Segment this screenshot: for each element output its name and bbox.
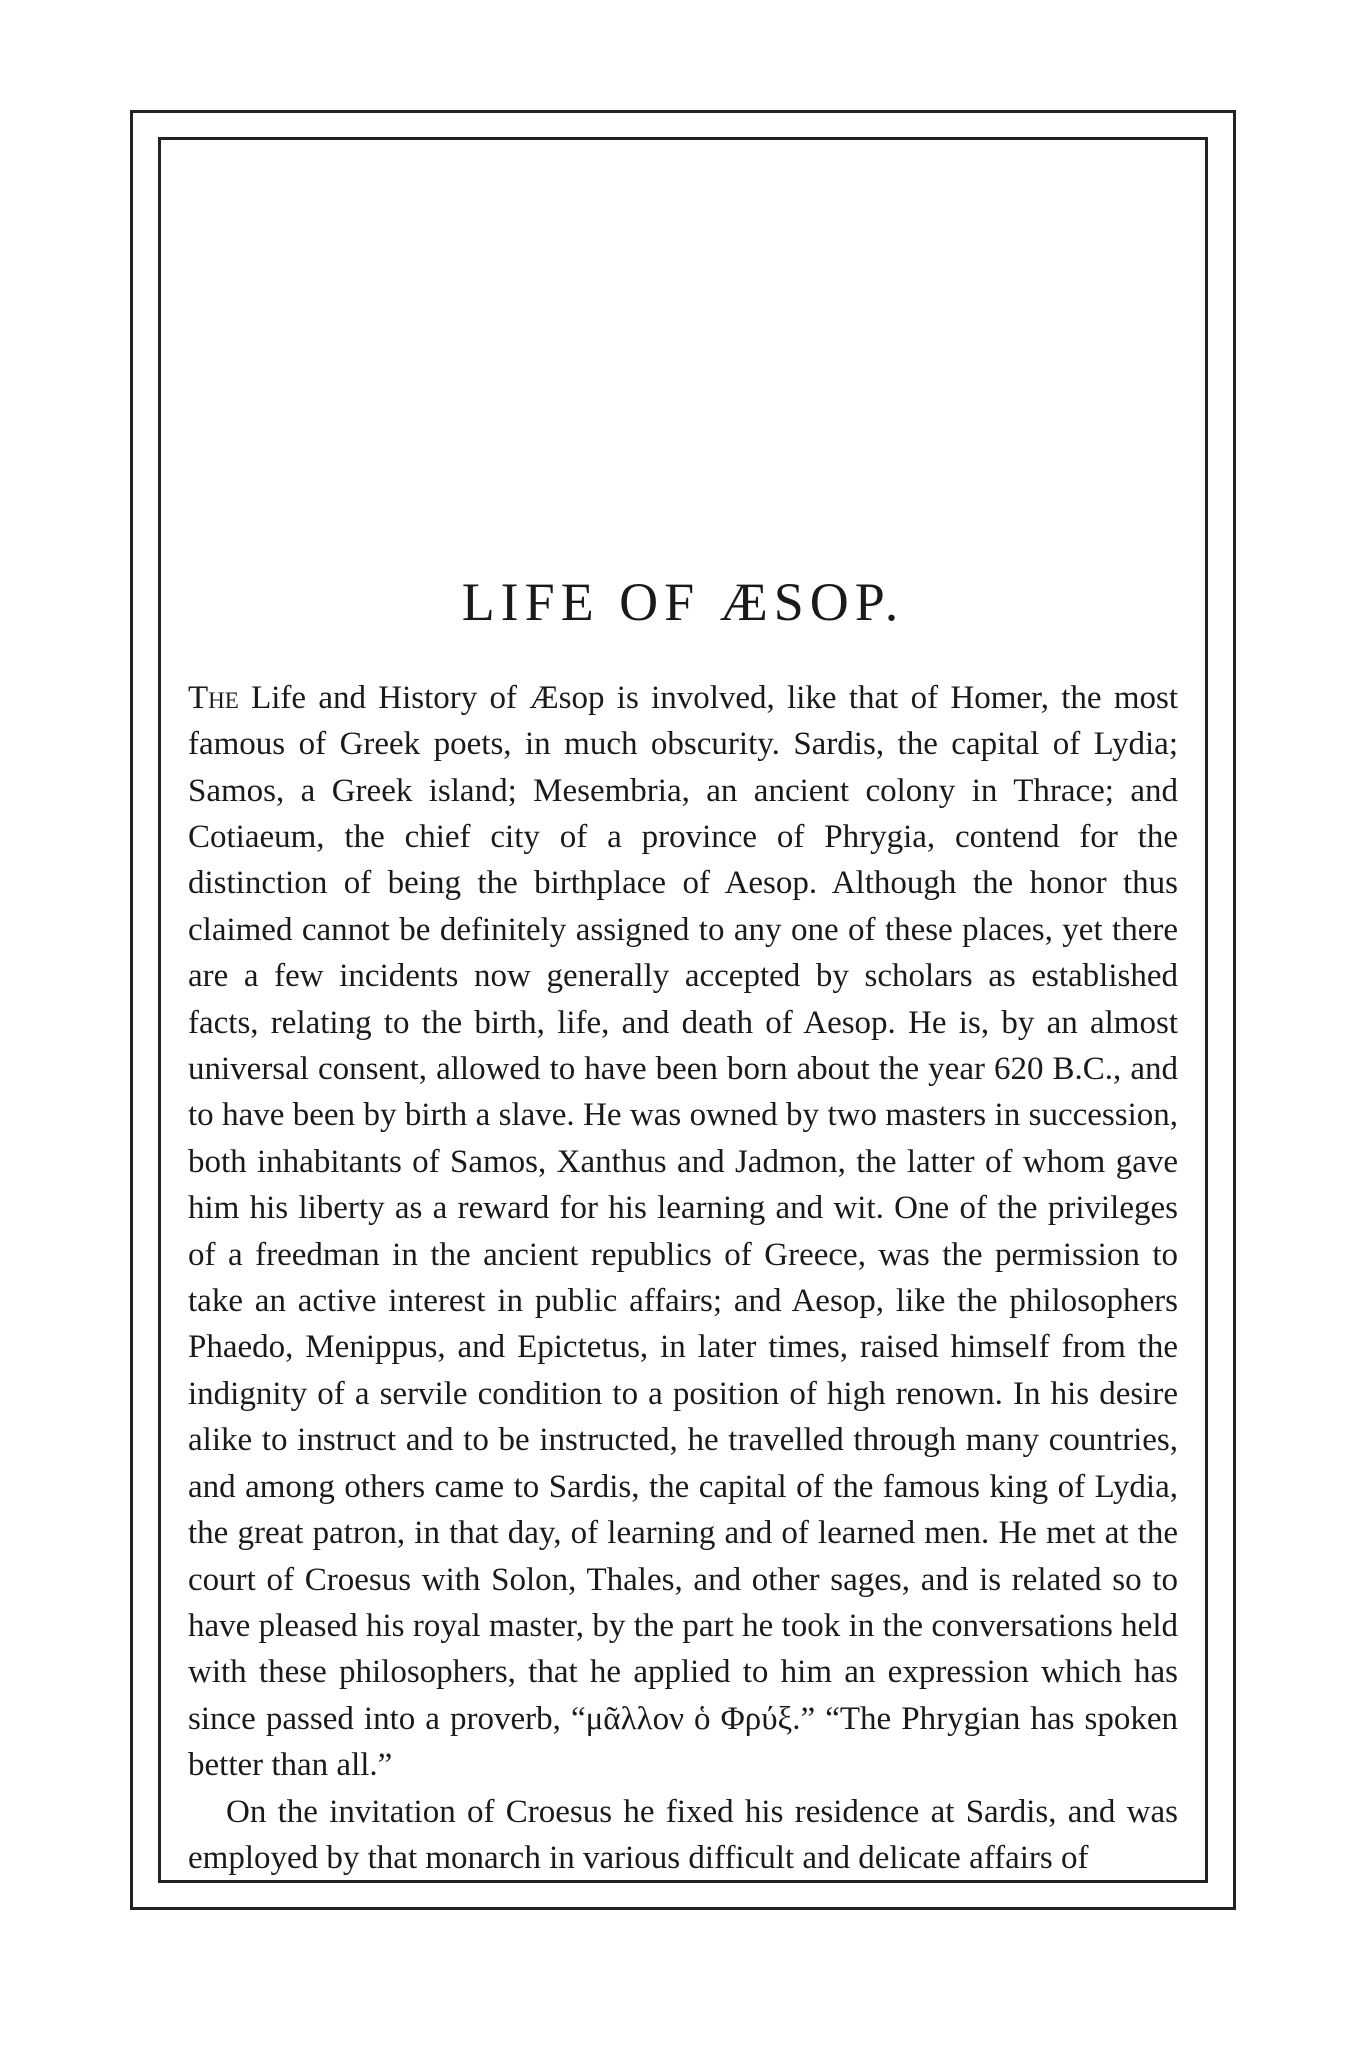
body-paragraph (188, 675, 1178, 1789)
page-title: LIFE OF ÆSOP. (461, 572, 905, 632)
body-paragraph (188, 1789, 1178, 1882)
paragraph-text: Life and History of Æsop is involved, like that of Homer, the most famous of Greek poets, in much obscurity. Sardis, the capital of Lydia; Samos, a Greek island; Mesembria, an ancient colony in Thrace; and Cotiaeum, the chief city of a province of Phrygia, contend for the distinction of being the birthplace of Aesop. Although the honor thus claimed cannot be definitely assigned to any one of these places, yet there are a few incidents now generally accepted by scholars as established facts, relating to the birth, life, and death of Aesop. He is, by an almost universal consent, allowed to have been born about the year 620 B.C., and to have been by birth a slave. He was owned by two masters in succession, both inhabitants of Samos, Xanthus and Jadmon, the latter of whom gave him his liberty as a reward for his learning and wit. One of the privileges of a freedman in the ancient republics of Greece, was the permission to take an active interest in public affairs; and Aesop, like the philosophers Phaedo, Menippus, and Epictetus, in later times, raised himself from the indignity of a servile condition to a position of high renown. In his desire alike to instruct and to be instructed, he travelled through many countries, and among others came to Sardis, the capital of the famous king of Lydia, the great patron, in that day, of learning and of learned men. He met at the court of Croesus with Solon, Thales, and other sages, and is related so to have pleased his royal master, by the part he took in the conversations held with these philosophers, that he applied to him an expression which has since passed into a proverb, “μᾶλλον ὁ Φρύξ.” “The Phrygian has spoken better than all.” (188, 679, 1178, 1784)
paragraph-text: On the invitation of Croesus he fixed his residence at Sardis, and was employed by that monarch in various difficult and delicate affairs of (188, 1793, 1178, 1876)
paragraph-lead-word: The (188, 679, 239, 716)
page-content (188, 570, 1178, 1881)
